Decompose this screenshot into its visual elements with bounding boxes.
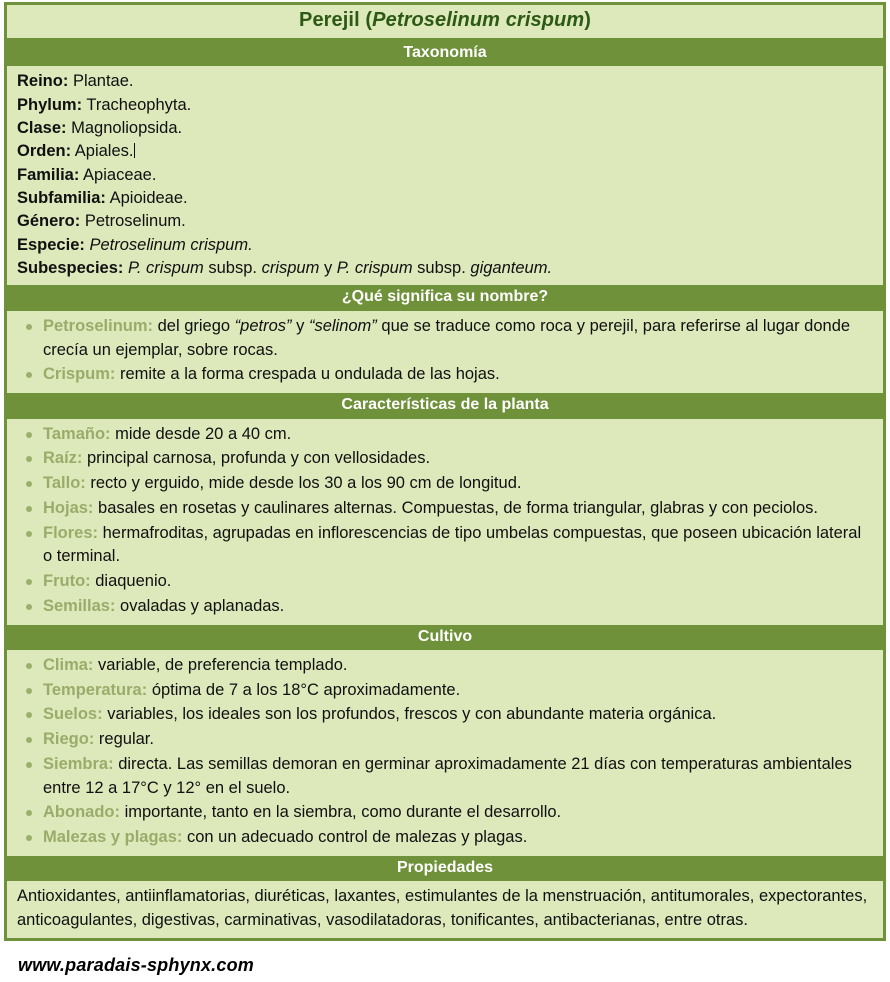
list-item (17, 595, 873, 619)
item-label: Raíz: (43, 449, 83, 468)
taxonomy-key: Reino: (17, 72, 69, 91)
taxonomy-value: Tracheophyta. (86, 95, 192, 114)
item-label: Abonado: (43, 803, 120, 822)
item-text: regular. (94, 730, 154, 749)
item-text: directa. Las semillas demoran en germinar aproximadamente 21 días con temperaturas ambientales entre 12 a 17°C y 12° en el suelo. (43, 754, 852, 797)
subspecies-name-1: P. crispum (127, 259, 204, 278)
meaning-panel (7, 311, 883, 393)
taxonomy-key: Familia: (17, 165, 80, 184)
list-item (17, 801, 873, 825)
subspecies-epithet-1: crispum (261, 259, 320, 278)
subspecies-sep-2: subsp. (412, 259, 471, 278)
list-item (17, 826, 873, 850)
item-text: mide desde 20 a 40 cm. (110, 424, 292, 443)
characteristics-list (17, 423, 873, 619)
taxonomy-panel (7, 66, 883, 285)
list-item (17, 315, 873, 363)
item-text: remite a la forma crespada u ondulada de las hojas. (115, 365, 500, 384)
list-item (17, 447, 873, 471)
taxonomy-row (17, 234, 873, 257)
taxonomy-value: Apiales. (74, 142, 134, 161)
taxonomy-value: Plantae. (72, 72, 134, 91)
item-label: Tamaño: (43, 424, 111, 443)
item-text-mid: y (291, 316, 309, 335)
item-label: Crispum: (43, 365, 116, 384)
cultivation-list (17, 654, 873, 850)
list-item (17, 497, 873, 521)
infographic-sheet (0, 2, 890, 982)
taxonomy-value: Magnoliopsida. (71, 119, 183, 138)
section-header-significado: ¿Qué significa su nombre? (7, 285, 883, 310)
item-text: recto y erguido, mide desde los 30 a los 90 cm de longitud. (85, 474, 522, 493)
list-item (17, 679, 873, 703)
item-label: Riego: (43, 730, 95, 749)
item-text-pre: del griego (153, 316, 235, 335)
title-close-paren: ) (584, 9, 591, 31)
subspecies-conjunction: y (319, 259, 337, 278)
taxonomy-row (17, 94, 873, 117)
item-text-post: que se traduce como roca y perejil, para referirse al lugar donde crecía un ejemplar, sobre rocas. (43, 316, 851, 359)
item-label: Clima: (43, 655, 94, 674)
item-label: Semillas: (43, 596, 116, 615)
item-label: Fruto: (43, 572, 91, 591)
item-label: Siembra: (43, 754, 114, 773)
meaning-list (17, 315, 873, 387)
list-item (17, 423, 873, 447)
taxonomy-row-subspecies (17, 257, 873, 280)
title-scientific-name: Petroselinum crispum (372, 9, 585, 31)
taxonomy-value: Apioideae. (109, 189, 188, 208)
taxonomy-key: Clase: (17, 119, 67, 138)
section-header-taxonomia: Taxonomía (7, 41, 883, 66)
item-text: con un adecuado control de malezas y plagas. (182, 828, 528, 847)
item-text: ovaladas y aplanadas. (115, 596, 285, 615)
text-cursor (134, 143, 135, 158)
plant-fact-card (4, 2, 886, 941)
item-text: importante, tanto en la siembra, como durante el desarrollo. (119, 803, 562, 822)
list-item (17, 703, 873, 727)
taxonomy-key: Subespecies: (17, 259, 124, 278)
list-item (17, 570, 873, 594)
list-item (17, 472, 873, 496)
taxonomy-row (17, 187, 873, 210)
item-label: Tallo: (43, 474, 86, 493)
subspecies-sep-1: subsp. (203, 259, 262, 278)
taxonomy-value: Petroselinum. (84, 212, 186, 231)
subspecies-epithet-2: giganteum. (470, 259, 553, 278)
item-label: Temperatura: (43, 680, 148, 699)
list-item (17, 522, 873, 570)
section-header-cultivo: Cultivo (7, 625, 883, 650)
item-text: principal carnosa, profunda y con vellosidades. (82, 449, 431, 468)
taxonomy-row (17, 140, 873, 163)
taxonomy-row (17, 210, 873, 233)
item-label: Hojas: (43, 498, 94, 517)
page-title (7, 9, 883, 32)
greek-term-petros: “petros” (234, 316, 292, 335)
subspecies-name-2: P. crispum (336, 259, 413, 278)
taxonomy-value: Apiaceae. (83, 165, 157, 184)
item-text: variable, de preferencia templado. (93, 655, 348, 674)
item-label: Malezas y plagas: (43, 828, 183, 847)
taxonomy-row (17, 164, 873, 187)
item-label: Flores: (43, 523, 99, 542)
taxonomy-key: Especie: (17, 235, 85, 254)
cultivation-panel (7, 650, 883, 856)
taxonomy-row (17, 117, 873, 140)
properties-panel (7, 881, 883, 938)
taxonomy-value-italic: Petroselinum crispum. (89, 235, 253, 254)
list-item (17, 753, 873, 801)
list-item (17, 728, 873, 752)
item-text: variables, los ideales son los profundos, frescos y con abundante materia orgánica. (102, 705, 717, 724)
item-text: basales en rosetas y caulinares alternas. Compuestas, de forma triangular, glabras y con peciolos. (93, 498, 818, 517)
section-header-propiedades: Propiedades (7, 856, 883, 881)
properties-text: Antioxidantes, antiinflamatorias, diuréticas, laxantes, estimulantes de la menstruación, antitumorales, expectorantes, anticoagulantes, digestivas, carminativas, vasodilatadoras, tonificantes, antibacterianas, entre otras. (17, 887, 868, 930)
website-credit: www.paradais-sphynx.com (18, 954, 254, 975)
taxonomy-row (17, 70, 873, 93)
item-text: hermafroditas, agrupadas en inflorescencias de tipo umbelas compuestas, que poseen ubicación lateral o terminal. (43, 523, 862, 566)
characteristics-panel (7, 419, 883, 625)
greek-term-selinom: “selinom” (308, 316, 377, 335)
list-item (17, 654, 873, 678)
taxonomy-key: Subfamilia: (17, 189, 106, 208)
section-header-caracteristicas: Características de la planta (7, 393, 883, 418)
item-label: Petroselinum: (43, 316, 154, 335)
card-title-bar (7, 5, 883, 41)
item-text: óptima de 7 a los 18°C aproximadamente. (147, 680, 461, 699)
taxonomy-key: Phylum: (17, 95, 83, 114)
taxonomy-key: Orden: (17, 142, 72, 161)
title-common-name: Perejil ( (299, 9, 373, 31)
list-item (17, 363, 873, 387)
footer (0, 941, 890, 976)
taxonomy-key: Género: (17, 212, 81, 231)
item-text: diaquenio. (90, 572, 172, 591)
item-label: Suelos: (43, 705, 103, 724)
